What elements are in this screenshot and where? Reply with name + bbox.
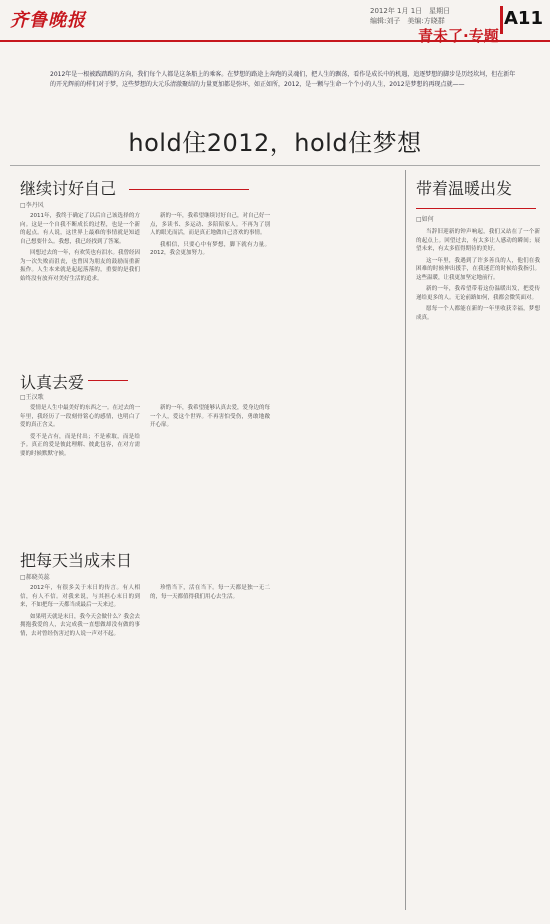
article-4-title-rule: [416, 208, 536, 209]
masthead: [0, 0, 550, 45]
page-number: A11: [504, 8, 543, 29]
editor-line: 编辑:刘子 美编:方晓群: [370, 17, 445, 25]
article-4-paragraph: 当辞旧迎新的钟声响起，我们又站在了一个新的起点上。回望过去，有太多让人感动的瞬间；展望未来，有太多值得期待的美好。: [416, 229, 540, 252]
article-2-paragraph: 爱不是占有，而是付出；不是索取，而是给予。真正的爱是彼此理解、彼此包容，在对方需要的时候默默守候。: [20, 433, 140, 457]
article-3-body-col2: [150, 584, 270, 884]
column-divider: [405, 170, 406, 910]
newspaper-logo: 齐鲁晚报: [10, 10, 86, 31]
article-1-paragraph: 我相信，只要心中有梦想，脚下就有力量。2012，我会更加努力。: [150, 241, 270, 256]
article-3-byline: □郝晓英蕊: [20, 574, 50, 581]
article-3-paragraph: 珍惜当下，活在当下。每一天都是独一无二的，每一天都值得我们用心去生活。: [150, 585, 270, 600]
article-2-paragraph: 新的一年，我希望能够认真去爱，爱身边的每一个人，爱这个世界。不再害怕受伤，勇敢地敞开心扉。: [150, 405, 270, 428]
article-1-title-rule: [129, 189, 249, 190]
article-title-3: [20, 548, 132, 571]
article-2-byline: □王汉歌: [20, 394, 44, 401]
article-1-body-col2: [150, 212, 270, 362]
article-1-paragraph: 回想过去的一年，有欢笑也有泪水。我曾经因为一次失败而沮丧，也曾因为朋友的鼓励而重新振作。人生本来就是起起落落的，重要的是我们始终没有放弃对美好生活的追求。: [20, 250, 140, 282]
article-4-body: [416, 228, 540, 908]
article-2-title-text: 认真去爱: [20, 373, 85, 392]
article-1-byline: □李丹风: [20, 202, 44, 209]
page-number-bar: [500, 6, 503, 34]
article-4-paragraph: 愿每一个人都能在新的一年里收获幸福，梦想成真。: [416, 306, 540, 321]
article-4-byline: □如何: [416, 216, 434, 223]
article-2-body: [20, 404, 140, 544]
intro-text: 2012年是一根被践踏踢的方向，我们每个人都是这条船上的乘客。在梦想的路途上奔跑的灵魂们，把人生的飘荡，看作是成长中的机遇，追逐梦想的脚步是历经坎坷，但在新年的开光辉前的样们对于梦，这些梦想的大元乐清澈聚结的力量更加都是弥坏，如正如所，2012，是一颗与生命一个个小的人生，2012是梦想的再现点就——: [50, 71, 516, 88]
article-title-2: [20, 370, 84, 393]
article-3-body: [20, 584, 140, 884]
article-1-body: [20, 212, 140, 362]
article-4-title-text: 带着温暖出发: [416, 179, 513, 198]
masthead-meta: [370, 6, 450, 26]
article-title-4: [416, 176, 512, 199]
section-title: 青未了·专题: [418, 27, 499, 45]
article-4-paragraph: 这一年里，我遇到了许多善良的人，他们在我困难的时候伸出援手，在我迷茫的时候给我指引。这些温暖，让我更加坚定地前行。: [416, 257, 540, 281]
article-1-paragraph: 2011年，我终于确定了以后自己该选择的方向。这是一个自我不断成长的过程，也是一个新的起点。有人说，这世界上最难的事情就是知道自己想要什么。我想，我已经找到了答案。: [20, 213, 140, 245]
article-4-paragraph: 新的一年，我希望带着这份温暖出发，把爱传递给更多的人。无论前路如何，我都会微笑面对。: [416, 286, 540, 301]
article-2-paragraph: 爱情是人生中最美好的东西之一。在过去的一年里，我经历了一段刻骨铭心的感情，也明白了爱的真正含义。: [20, 405, 140, 428]
date-line: 2012年 1月 1日 星期日: [370, 7, 451, 15]
article-3-paragraph: 如果明天就是末日，我今天会做什么？我会去拥抱我爱的人，去完成我一直想做却没有做的事情，去对曾经伤害过的人说一声对不起。: [20, 613, 140, 637]
headline-separator: [10, 165, 540, 166]
article-title-1: [20, 176, 249, 199]
article-1-title-text: 继续讨好自己: [20, 179, 117, 198]
article-1-paragraph: 新的一年，我希望继续讨好自己，对自己好一点，多读书、多运动、多陪陪家人。不再为了别人的眼光而活，而是真正地做自己喜欢的事情。: [150, 213, 270, 236]
main-headline: hold住2012，hold住梦想: [128, 129, 422, 157]
article-2-title-rule: [88, 380, 128, 381]
article-3-paragraph: 2012年，有很多关于末日的传言。有人相信，有人不信。对我来说，与其担心末日的到来，不如把每一天都当成最后一天来过。: [20, 585, 140, 608]
article-3-title-text: 把每天当成末日: [20, 551, 133, 570]
article-2-body-col2: [150, 404, 270, 544]
